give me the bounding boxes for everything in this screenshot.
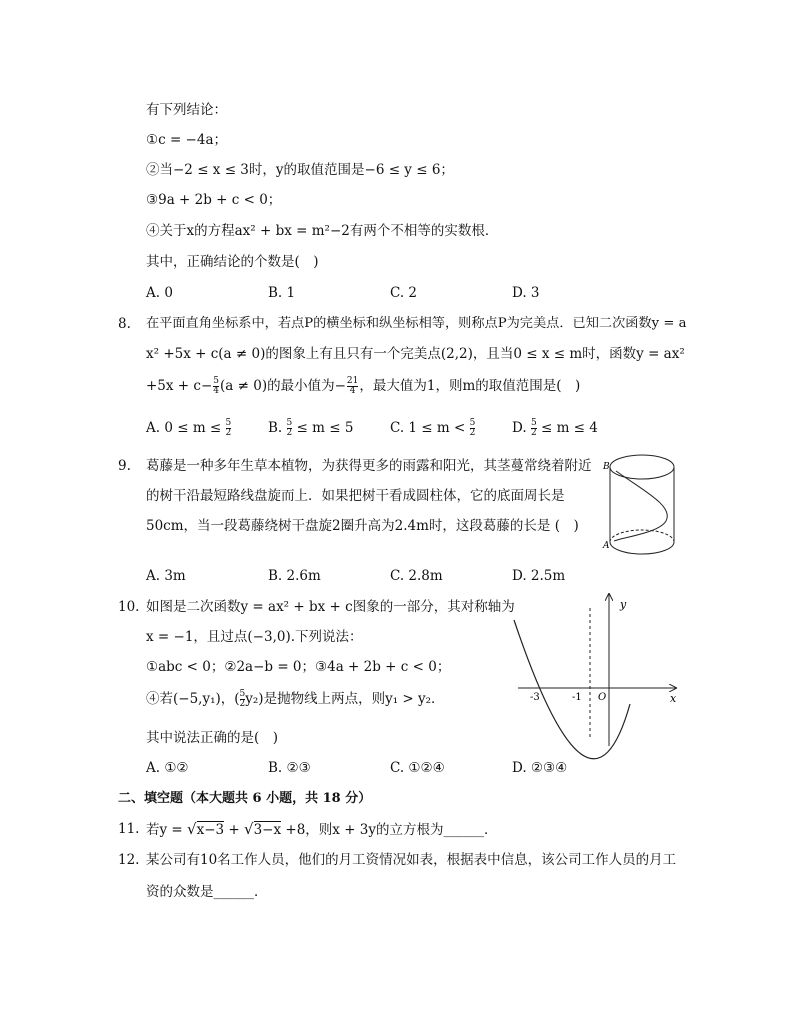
q9-option-a[interactable]: A. 3m <box>146 568 186 584</box>
q8-option-b[interactable]: B. $\frac{5}{2}$ ≤ m ≤ 5 <box>268 418 354 438</box>
q10-option-d[interactable]: D. ②③④ <box>512 760 568 776</box>
q7-intro: 有下列结论： <box>146 102 227 118</box>
q7-question: 其中，正确结论的个数是( ) <box>146 254 319 270</box>
q9-option-c[interactable]: C. 2.8m <box>390 568 443 584</box>
q8-fraction-1: $\frac{5}{4}$ <box>213 376 220 396</box>
q10-text-line-1: 如图是二次函数y = ax² + bx + c图象的一部分，其对称轴为 <box>146 599 515 615</box>
cylinder-label-b: B <box>603 462 610 472</box>
q10-number: 10. <box>118 599 140 615</box>
q9-option-b[interactable]: B. 2.6m <box>268 568 321 584</box>
q9-text-line-2: 的树干沿最短路线盘旋而上．如果把树干看成圆柱体，它的底面周长是 <box>146 488 565 504</box>
q10-text-line-3: ①abc < 0；②2a−b = 0；③4a + 2b + c < 0； <box>146 659 451 675</box>
graph-y-label: y <box>620 598 627 611</box>
q7-conclusion-3: ③9a + 2b + c < 0； <box>146 192 282 208</box>
q10-text-line-4: ④若(−5,y₁)，( $\frac{5}{2}$ y₂)是抛物线上两点，则y₁ > y₂． <box>146 689 445 709</box>
graph-tick-minus-1: -1 <box>572 692 582 703</box>
q10-text-line-2: x = −1，且过点(−3,0).下列说法： <box>146 629 363 645</box>
cylinder-label-a: A <box>603 541 610 551</box>
q7-conclusion-1: ①c = −4a； <box>146 132 228 148</box>
q7-option-d[interactable]: D. 3 <box>512 285 540 301</box>
q12-text-line-2: 资的众数是______． <box>146 884 268 900</box>
q11-number: 11. <box>118 821 140 837</box>
q10-option-b[interactable]: B. ②③ <box>268 760 311 776</box>
q8-option-d[interactable]: D. $\frac{5}{2}$ ≤ m ≤ 4 <box>512 418 598 438</box>
q8-option-c[interactable]: C. 1 ≤ m < $\frac{5}{2}$ <box>390 418 476 438</box>
cylinder-figure <box>604 451 680 556</box>
q8-fraction-2: $\frac{21}{4}$ <box>346 376 359 396</box>
q9-number: 9. <box>118 458 131 474</box>
q7-conclusion-2: ②当−2 ≤ x ≤ 3时，y的取值范围是−6 ≤ y ≤ 6； <box>146 162 454 178</box>
q12-text-line-1: 某公司有10名工作人员，他们的月工资情况如表，根据表中信息，该公司工作人员的月工 <box>146 852 677 868</box>
q7-option-b[interactable]: B. 1 <box>268 285 296 301</box>
q7-option-a[interactable]: A. 0 <box>146 285 173 301</box>
q12-number: 12. <box>118 852 140 868</box>
graph-origin-label: O <box>598 692 607 703</box>
parabola-graph <box>508 590 686 750</box>
q8-number: 8. <box>118 316 131 332</box>
q8-text-line-2: x² +5x + c(a ≠ 0)的图象上有且只有一个完美点(2,2)，且当0 ≤ x ≤ m时，函数y = ax² <box>146 346 685 362</box>
q8-text-line-1: 在平面直角坐标系中，若点P的横坐标和纵坐标相等，则称点P为完美点．已知二次函数y = a <box>146 316 687 331</box>
q9-text-line-1: 葛藤是一种多年生草本植物，为获得更多的雨露和阳光，其茎蔓常绕着附近 <box>146 458 592 474</box>
q7-conclusion-4: ④关于x的方程ax² + bx = m²−2有两个不相等的实数根． <box>146 223 499 239</box>
q10-option-c[interactable]: C. ①②④ <box>390 760 445 776</box>
q11-text: 若y = √x−3 + √3−x +8，则x + 3y的立方根为______． <box>146 820 498 838</box>
section-heading-fill-in: 二、填空题（本大题共 6 小题，共 18 分） <box>118 791 372 806</box>
q10-question: 其中说法正确的是( ) <box>146 730 279 746</box>
q9-text-line-3: 50cm，当一段葛藤绕树干盘旋2圈升高为2.4m时，这段葛藤的长是 ( ) <box>146 518 579 534</box>
q10-option-a[interactable]: A. ①② <box>146 760 189 776</box>
q8-text-line-3: +5x + c− $\frac{5}{4}$ (a ≠ 0)的最小值为− $\frac{21}{4}$ ，最大值为1，则m的取值范围是( ) <box>146 376 581 396</box>
q7-option-c[interactable]: C. 2 <box>390 285 418 301</box>
graph-tick-minus-3: -3 <box>530 692 540 703</box>
graph-x-label: x <box>670 692 677 705</box>
q8-option-a[interactable]: A. 0 ≤ m ≤ $\frac{5}{2}$ <box>146 418 232 438</box>
q9-option-d[interactable]: D. 2.5m <box>512 568 566 584</box>
